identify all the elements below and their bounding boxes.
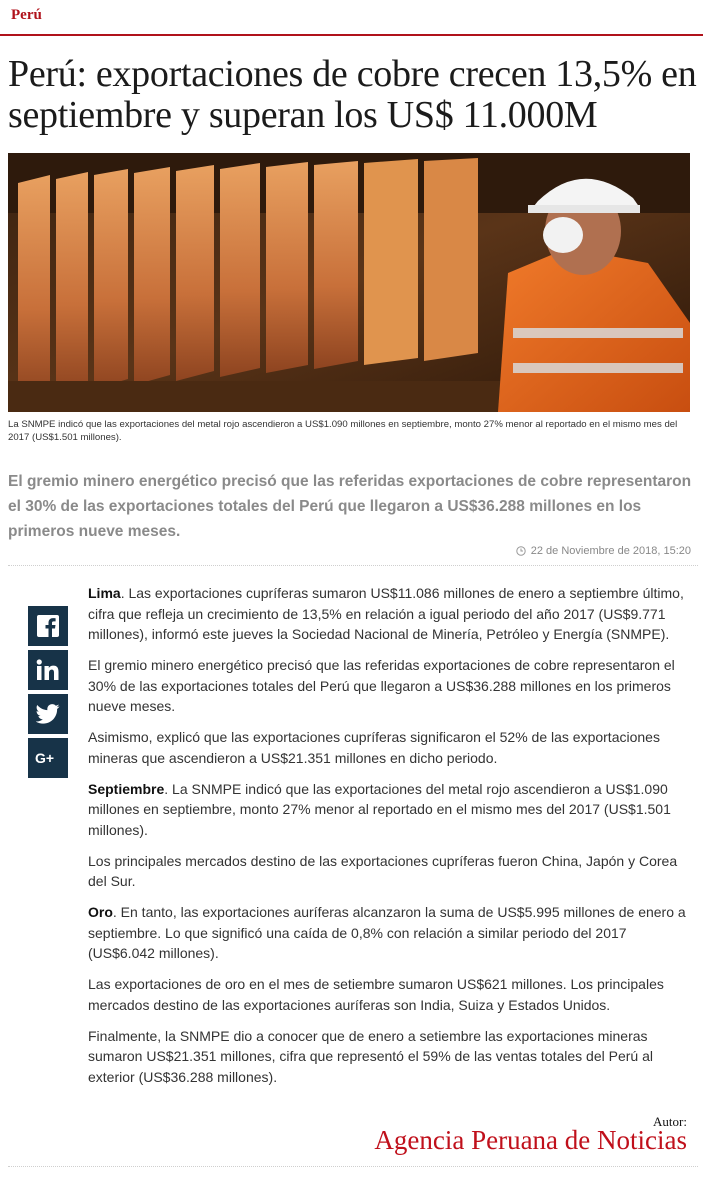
paragraph-text: Los principales mercados destino de las exportaciones cupríferas fueron China, Japón y Corea del Sur. xyxy=(88,852,678,889)
share-twitter-button[interactable] xyxy=(28,694,68,734)
article-lead: El gremio minero energético precisó que las referidas exportaciones de cobre representaron el 30% de las exportaciones totales del Perú que llegaron a US$36.288 millones en los primeros nueve meses. xyxy=(8,473,692,540)
article-paragraph-8 xyxy=(88,1026,688,1088)
facebook-icon xyxy=(37,615,59,637)
article-paragraph-2 xyxy=(88,655,688,717)
article-body xyxy=(88,583,688,1098)
twitter-icon xyxy=(36,704,60,724)
clock-icon xyxy=(516,546,526,556)
paragraph-text: Finalmente, la SNMPE dio a conocer que de enero a setiembre las exportaciones mineras sumaron US$21.351 millones, cifra que representó el 59% de las ventas totales del Perú al exterior (US$36.288 millones). xyxy=(88,1027,653,1085)
lead-in-lima: Lima xyxy=(88,585,121,601)
google-plus-icon xyxy=(34,750,62,766)
paragraph-text: . En tanto, las exportaciones auríferas alcanzaron la suma de US$5.995 millones de enero a septiembre. Lo que significó una caída de 0,8% con relación a similar periodo del 2017 (US$6.042 millones). xyxy=(88,904,686,961)
divider xyxy=(8,565,698,566)
share-bar xyxy=(28,606,68,782)
share-facebook-button[interactable] xyxy=(28,606,68,646)
lead-in-oro: Oro xyxy=(88,904,113,920)
svg-text:G+: G+ xyxy=(35,750,55,766)
article-paragraph-4 xyxy=(88,779,688,841)
author-name-link[interactable]: Agencia Peruana de Noticias xyxy=(374,1125,687,1155)
author-label: Autor: xyxy=(653,1114,687,1129)
paragraph-text: . La SNMPE indicó que las exportaciones del metal rojo ascendieron a US$1.090 millones en septiembre, monto 27% menor al reportado en el mismo mes del 2017 (US$1.501 millones). xyxy=(88,780,671,838)
paragraph-text: El gremio minero energético precisó que las referidas exportaciones de cobre representaron el 30% de las exportaciones totales del Perú que llegaron a US$36.288 millones en los primeros nueve meses. xyxy=(88,657,675,714)
hero-image xyxy=(8,153,690,412)
paragraph-text: Asimismo, explicó que las exportaciones cupríferas significaron el 52% de las exportaciones mineras que ascendieron a US$21.351 millones en dicho periodo. xyxy=(88,729,660,766)
publish-date xyxy=(516,545,691,557)
linkedin-icon xyxy=(36,659,60,681)
top-bar xyxy=(0,0,703,36)
article-title: Perú: exportaciones de cobre crecen 13,5% en septiembre y superan los US$ 11.000M xyxy=(8,53,697,136)
article-paragraph-3 xyxy=(88,727,688,768)
article-paragraph-6 xyxy=(88,902,688,964)
paragraph-text: Las exportaciones de oro en el mes de setiembre sumaron US$621 millones. Los principales mercados destino de las exportaciones auríferas son India, Suiza y Estados Unidos. xyxy=(88,976,664,1013)
bottom-divider xyxy=(8,1166,698,1167)
share-google-plus-button[interactable] xyxy=(28,738,68,778)
article-paragraph-7 xyxy=(88,974,688,1015)
lead-in-septiembre: Septiembre xyxy=(88,780,165,797)
article-paragraph-1 xyxy=(88,583,688,645)
copper-cathodes-photo xyxy=(8,153,690,412)
article-paragraph-5 xyxy=(88,851,688,892)
publish-date-text: 22 de Noviembre de 2018, 15:20 xyxy=(530,545,691,557)
image-caption: La SNMPE indicó que las exportaciones del metal rojo ascendieron a US$1.090 millones en septiembre, monto 27% menor al reportado en el mismo mes del 2017 (US$1.501 millones). xyxy=(8,419,678,443)
section-link-peru[interactable]: Perú xyxy=(11,7,42,23)
share-linkedin-button[interactable] xyxy=(28,650,68,690)
paragraph-text: . Las exportaciones cupríferas sumaron US$11.086 millones de enero a septiembre último, cifra que refleja un crecimiento de 13,5% en relación a igual periodo del año 2017 (US$9.771 millones), informó este jueves la Sociedad Nacional de Minería, Petróleo y Energía (SNMPE). xyxy=(88,585,684,642)
